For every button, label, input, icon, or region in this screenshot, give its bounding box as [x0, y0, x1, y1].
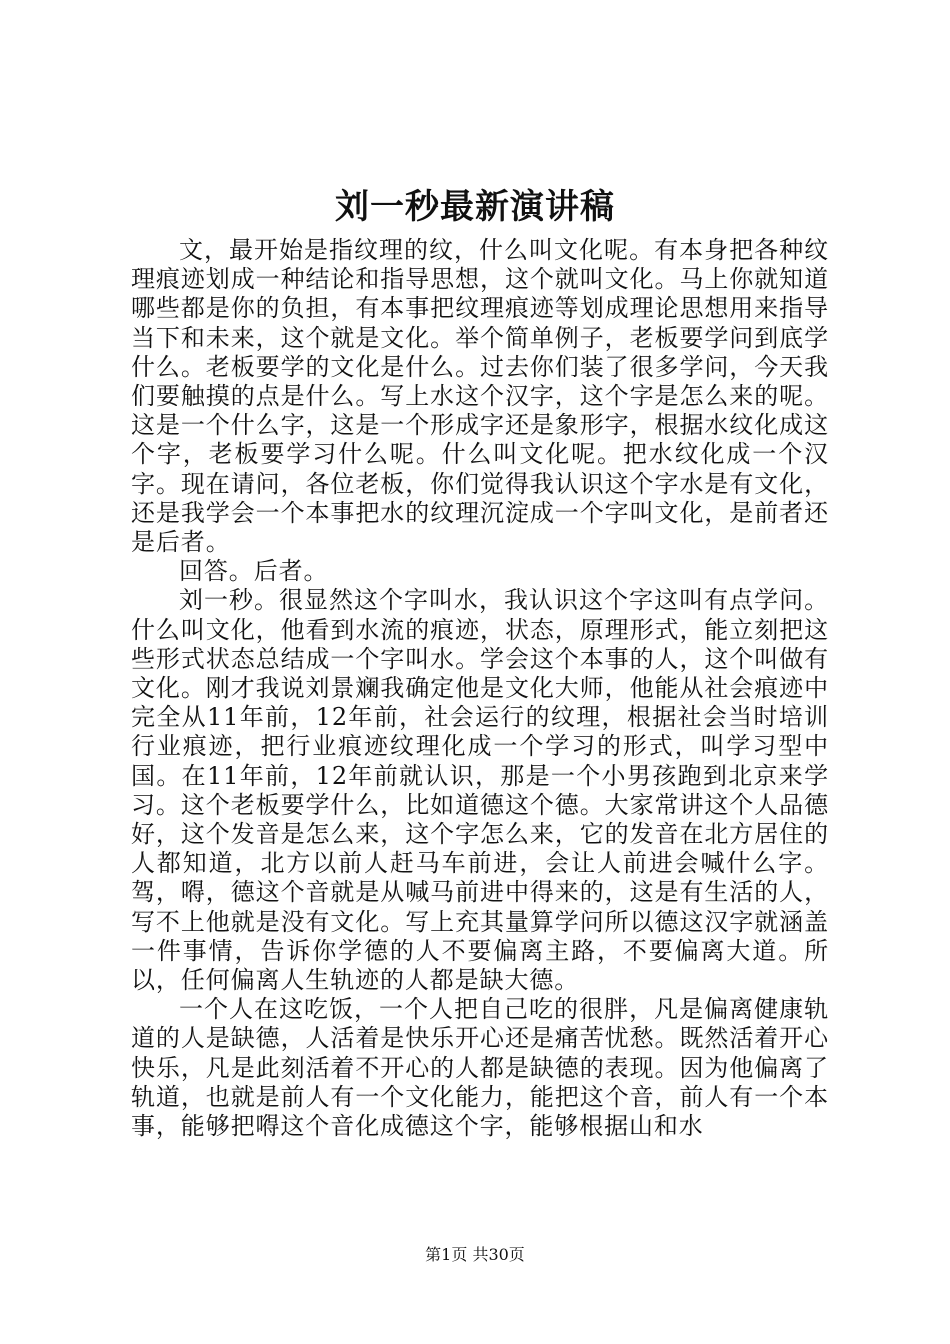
document-title: 刘一秒最新演讲稿: [335, 187, 615, 227]
paragraph: 一个人在这吃饭，一个人把自己吃的很胖，凡是偏离健康轨道的人是缺德，人活着是快乐开心还是痛苦忧愁。既然活着开心快乐，凡是此刻活着不开心的人都是缺德的表现。因为他偏离了轨道，也就是前人有一个文化能力，能把这个音，前人有一个本事，能够把嘚这个音化成德这个字，能够根据山和水: [131, 995, 829, 1141]
paragraph: 回答。后者。: [179, 557, 329, 586]
document-body: [131, 236, 829, 1141]
paragraph: 刘一秒。很显然这个字叫水，我认识这个字这叫有点学问。什么叫文化，他看到水流的痕迹，状态，原理形式，能立刻把这些形式状态总结成一个字叫水。学会这个本事的人，这个叫做有文化。刚才我说刘景斓我确定他是文化大师，他能从社会痕迹中完全从11年前，12年前，社会运行的纹理，根据社会当时培训行业痕迹，把行业痕迹纹理化成一个学习的形式，叫学习型中国。在11年前，12年前就认识，那是一个小男孩跑到北京来学习。这个老板要学什么，比如道德这个德。大家常讲这个人品德好，这个发音是怎么来，这个字怎么来，它的发音在北方居住的人都知道，北方以前人赶马车前进，会让人前进会喊什么字。驾，嘚，德这个音就是从喊马前进中得来的，这是有生活的人，写不上他就是没有文化。写上充其量算学问所以德这汉字就涵盖一件事情，告诉你学德的人不要偏离主路，不要偏离大道。所以，任何偏离人生轨迹的人都是缺大德。: [131, 586, 829, 995]
paragraph: 文，最开始是指纹理的纹，什么叫文化呢。有本身把各种纹理痕迹划成一种结论和指导思想，这个就叫文化。马上你就知道哪些都是你的负担，有本事把纹理痕迹等划成理论思想用来指导当下和未来，这个就是文化。举个简单例子，老板要学问到底学什么。老板要学的文化是什么。过去你们装了很多学问，今天我们要触摸的点是什么。写上水这个汉字，这个字是怎么来的呢。这是一个什么字，这是一个形成字还是象形字，根据水纹化成这个字，老板要学习什么呢。什么叫文化呢。把水纹化成一个汉字。现在请问，各位老板，你们觉得我认识这个字水是有文化，还是我学会一个本事把水的纹理沉淀成一个字叫文化，是前者还是后者。: [131, 236, 829, 557]
page-footer: 第1页 共30页: [425, 1245, 525, 1264]
